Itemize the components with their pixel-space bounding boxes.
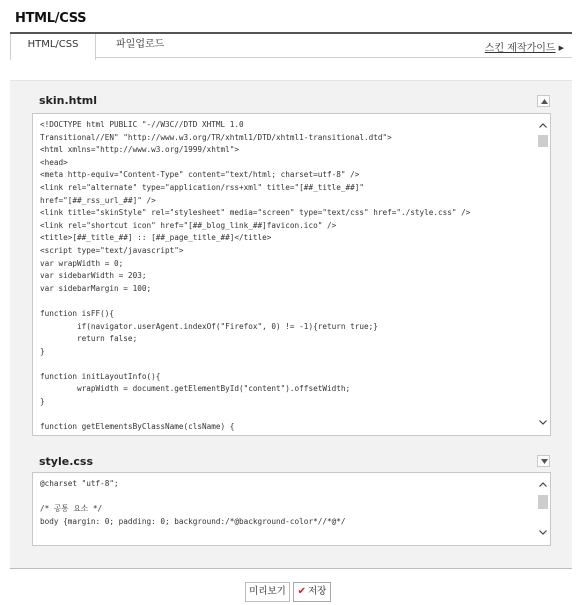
chevron-up-icon [539, 123, 547, 128]
css-code-text[interactable] [40, 478, 534, 545]
code-line: @charset "utf-8"; [40, 479, 119, 488]
code-line [40, 491, 534, 504]
skin-guide-label: 스킨 제작가이드 [484, 43, 556, 54]
css-code-editor[interactable] [32, 472, 551, 546]
code-line: return false; [40, 334, 138, 344]
save-button-label: 저장 [308, 586, 327, 597]
scroll-up-button[interactable] [536, 119, 550, 133]
chevron-down-icon [539, 420, 547, 425]
scroll-down-button[interactable] [536, 416, 550, 430]
tab-bar [10, 32, 572, 58]
skin-guide-link[interactable] [485, 39, 564, 54]
code-line: } [40, 346, 45, 356]
scroll-down-button[interactable] [536, 526, 550, 540]
code-line: <head> [40, 157, 68, 167]
tab-html-css[interactable]: HTML/CSS [10, 34, 96, 60]
code-line: <!DOCTYPE html PUBLIC "-//W3C//DTD XHTML 1.0 [40, 120, 244, 129]
scroll-thumb[interactable] [538, 495, 548, 509]
html-code-editor[interactable] [32, 113, 551, 436]
check-icon: ✔ [297, 586, 307, 597]
code-line: Transitional//EN" "http://www.w3.org/TR/xhtml1/DTD/xhtml1-transitional.dtd"> [40, 132, 392, 142]
css-editor-scrollbar[interactable] [536, 473, 550, 545]
html-editor-toggle-button[interactable] [537, 95, 550, 107]
css-editor-label: style.css [39, 455, 94, 468]
code-line: <link rel="alternate" type="application/rss+xml" title="[##_title_##]" [40, 182, 364, 192]
code-line: function initLayoutInfo(){ [40, 371, 161, 381]
caret-down-icon [541, 459, 548, 464]
code-line: function isFF(){ [40, 308, 115, 318]
html-editor-scrollbar[interactable] [536, 114, 550, 435]
code-line: <link rel="shortcut icon" href="[##_blog_link_##]favicon.ico" /> [40, 220, 337, 230]
page-title: HTML/CSS [15, 11, 87, 26]
code-line: if(navigator.userAgent.indexOf("Firefox", 0) != -1){return true;} [40, 321, 378, 331]
divider [10, 568, 572, 569]
code-line: href="[##_rss_url_##]" /> [40, 195, 156, 205]
html-code-text[interactable] [40, 119, 534, 435]
code-line: } [40, 397, 45, 407]
chevron-down-icon [539, 530, 547, 535]
scroll-up-button[interactable] [536, 478, 550, 492]
code-line: <script type="text/javascript"> [40, 245, 184, 255]
code-line [40, 358, 534, 371]
code-line: <html xmlns="http://www.w3.org/1999/xhtml"> [40, 145, 240, 155]
save-button[interactable] [293, 582, 331, 602]
chevron-right-icon: ▶ [558, 44, 564, 52]
code-line [40, 295, 534, 308]
code-line: body {margin: 0; padding: 0; background:/*@background-color*//*@*/ [40, 516, 346, 526]
code-line: function getElementsByClassName(clsName) { [40, 422, 235, 432]
code-line: <meta http-equiv="Content-Type" content="text/html; charset=utf-8" /> [40, 170, 360, 180]
code-line: var wrapWidth = 0; [40, 258, 124, 268]
preview-button[interactable]: 미리보기 [245, 582, 290, 602]
code-line [40, 409, 534, 422]
html-editor-label: skin.html [39, 94, 97, 107]
tab-file-upload[interactable]: 파일업로드 [116, 39, 165, 50]
code-line: var sidebarMargin = 100; [40, 283, 152, 293]
chevron-up-icon [539, 482, 547, 487]
scroll-thumb[interactable] [538, 135, 548, 147]
code-line: var sidebarWidth = 203; [40, 271, 147, 281]
code-line: <link title="skinStyle" rel="stylesheet" media="screen" type="text/css" href="./style.css" /> [40, 208, 471, 218]
code-line: <title>[##_title_##] :: [##_page_title_##]</title> [40, 233, 272, 243]
caret-up-icon [541, 99, 548, 104]
code-line: /* 공통 요소 */ [40, 504, 103, 514]
css-editor-toggle-button[interactable] [537, 455, 550, 467]
code-line: wrapWidth = document.getElementById("content").offsetWidth; [40, 384, 351, 394]
